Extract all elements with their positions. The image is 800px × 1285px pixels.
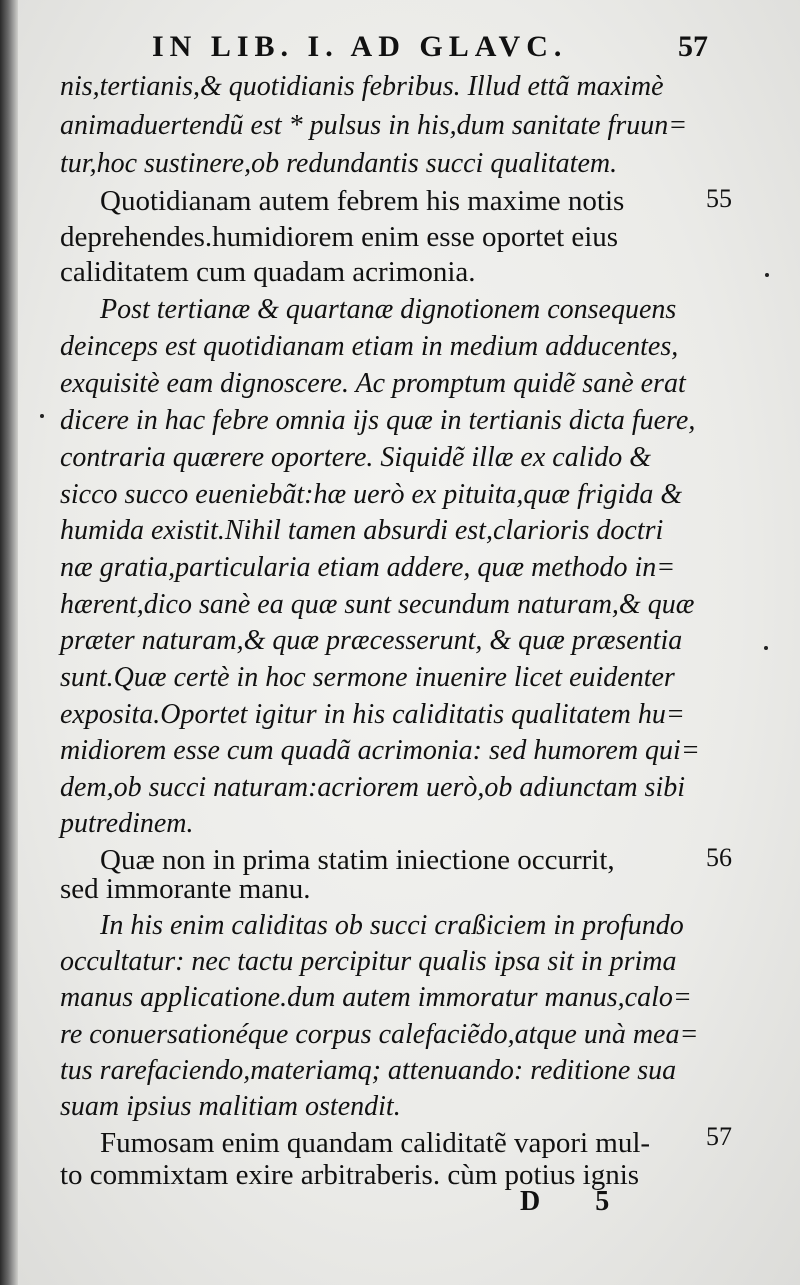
text-line: tus rarefaciendo,materiamq; attenuando: reditione sua bbox=[60, 1055, 677, 1086]
text-line: dem,ob succi naturam:acriorem uerò,ob adiunctam sibi bbox=[60, 772, 685, 803]
text-line: suam ipsius malitiam ostendit. bbox=[60, 1091, 401, 1122]
text-line: exposita.Oportet igitur in his caliditatis qualitatem hu= bbox=[60, 699, 685, 730]
text-line: sed immorante manu. bbox=[60, 873, 311, 905]
marginal-number: 57 bbox=[706, 1122, 732, 1151]
text-line: næ gratia,particularia etiam addere, quæ methodo in= bbox=[60, 552, 676, 583]
text-line: In his enim caliditas ob succi craßiciem in profundo bbox=[100, 910, 684, 941]
text-line: to commixtam exire arbitraberis. cùm potius ignis bbox=[60, 1159, 640, 1191]
text-line: sicco succo eueniebãt:hæ uerò ex pituita,quæ frigida & bbox=[60, 479, 683, 510]
page-number: 57 bbox=[678, 30, 708, 63]
text-line: contraria quærere oportere. Siquidẽ illæ ex calido & bbox=[60, 442, 652, 473]
text-line: Post tertianæ & quartanæ dignotionem consequens bbox=[100, 294, 677, 325]
text-line: deprehendes.humidiorem enim esse oportet eius bbox=[60, 221, 619, 253]
ink-speck bbox=[765, 273, 769, 277]
text-line: nis,tertianis,& quotidianis febribus. Illud ettã maximè bbox=[60, 71, 664, 102]
text-line: manus applicatione.dum autem immoratur manus,calo= bbox=[60, 982, 692, 1013]
running-title: IN LIB. I. AD GLAVC. bbox=[152, 30, 568, 63]
text-line: Fumosam enim quandam caliditatẽ vapori mul- bbox=[100, 1127, 651, 1159]
text-line: putredinem. bbox=[60, 808, 194, 839]
signature-mark: D 5 bbox=[520, 1186, 634, 1217]
text-line: dicere in hac febre omnia ijs quæ in tertianis dicta fuere, bbox=[60, 405, 696, 436]
ink-speck bbox=[764, 646, 768, 650]
text-line: præter naturam,& quæ præcesserunt, & quæ præsentia bbox=[60, 625, 683, 656]
text-line: Quæ non in prima statim iniectione occurrit, bbox=[100, 844, 615, 876]
text-line: re conuersationéque corpus calefaciẽdo,atque unà mea= bbox=[60, 1019, 699, 1050]
text-line: Quotidianam autem febrem his maxime notis bbox=[100, 185, 625, 217]
text-line: animaduertendũ est * pulsus in his,dum sanitate fruun= bbox=[60, 110, 688, 141]
text-line: tur,hoc sustinere,ob redundantis succi qualitatem. bbox=[60, 148, 618, 179]
text-line: hærent,dico sanè ea quæ sunt secundum naturam,& quæ bbox=[60, 589, 695, 620]
page-edge-shadow bbox=[0, 0, 18, 1285]
text-line: humida existit.Nihil tamen absurdi est,clarioris doctri bbox=[60, 515, 664, 546]
marginal-number: 56 bbox=[706, 843, 732, 872]
text-line: sunt.Quæ certè in hoc sermone inuenire licet euidenter bbox=[60, 662, 675, 693]
text-line: caliditatem cum quadam acrimonia. bbox=[60, 256, 476, 288]
text-line: deinceps est quotidianam etiam in medium adducentes, bbox=[60, 331, 679, 362]
text-line: exquisitè eam dignoscere. Ac promptum quidẽ sanè erat bbox=[60, 368, 686, 399]
ink-speck bbox=[40, 414, 44, 418]
text-line: occultatur: nec tactu percipitur qualis ipsa sit in prima bbox=[60, 946, 677, 977]
marginal-number: 55 bbox=[706, 184, 732, 213]
text-line: midiorem esse cum quadã acrimonia: sed humorem qui= bbox=[60, 735, 700, 766]
